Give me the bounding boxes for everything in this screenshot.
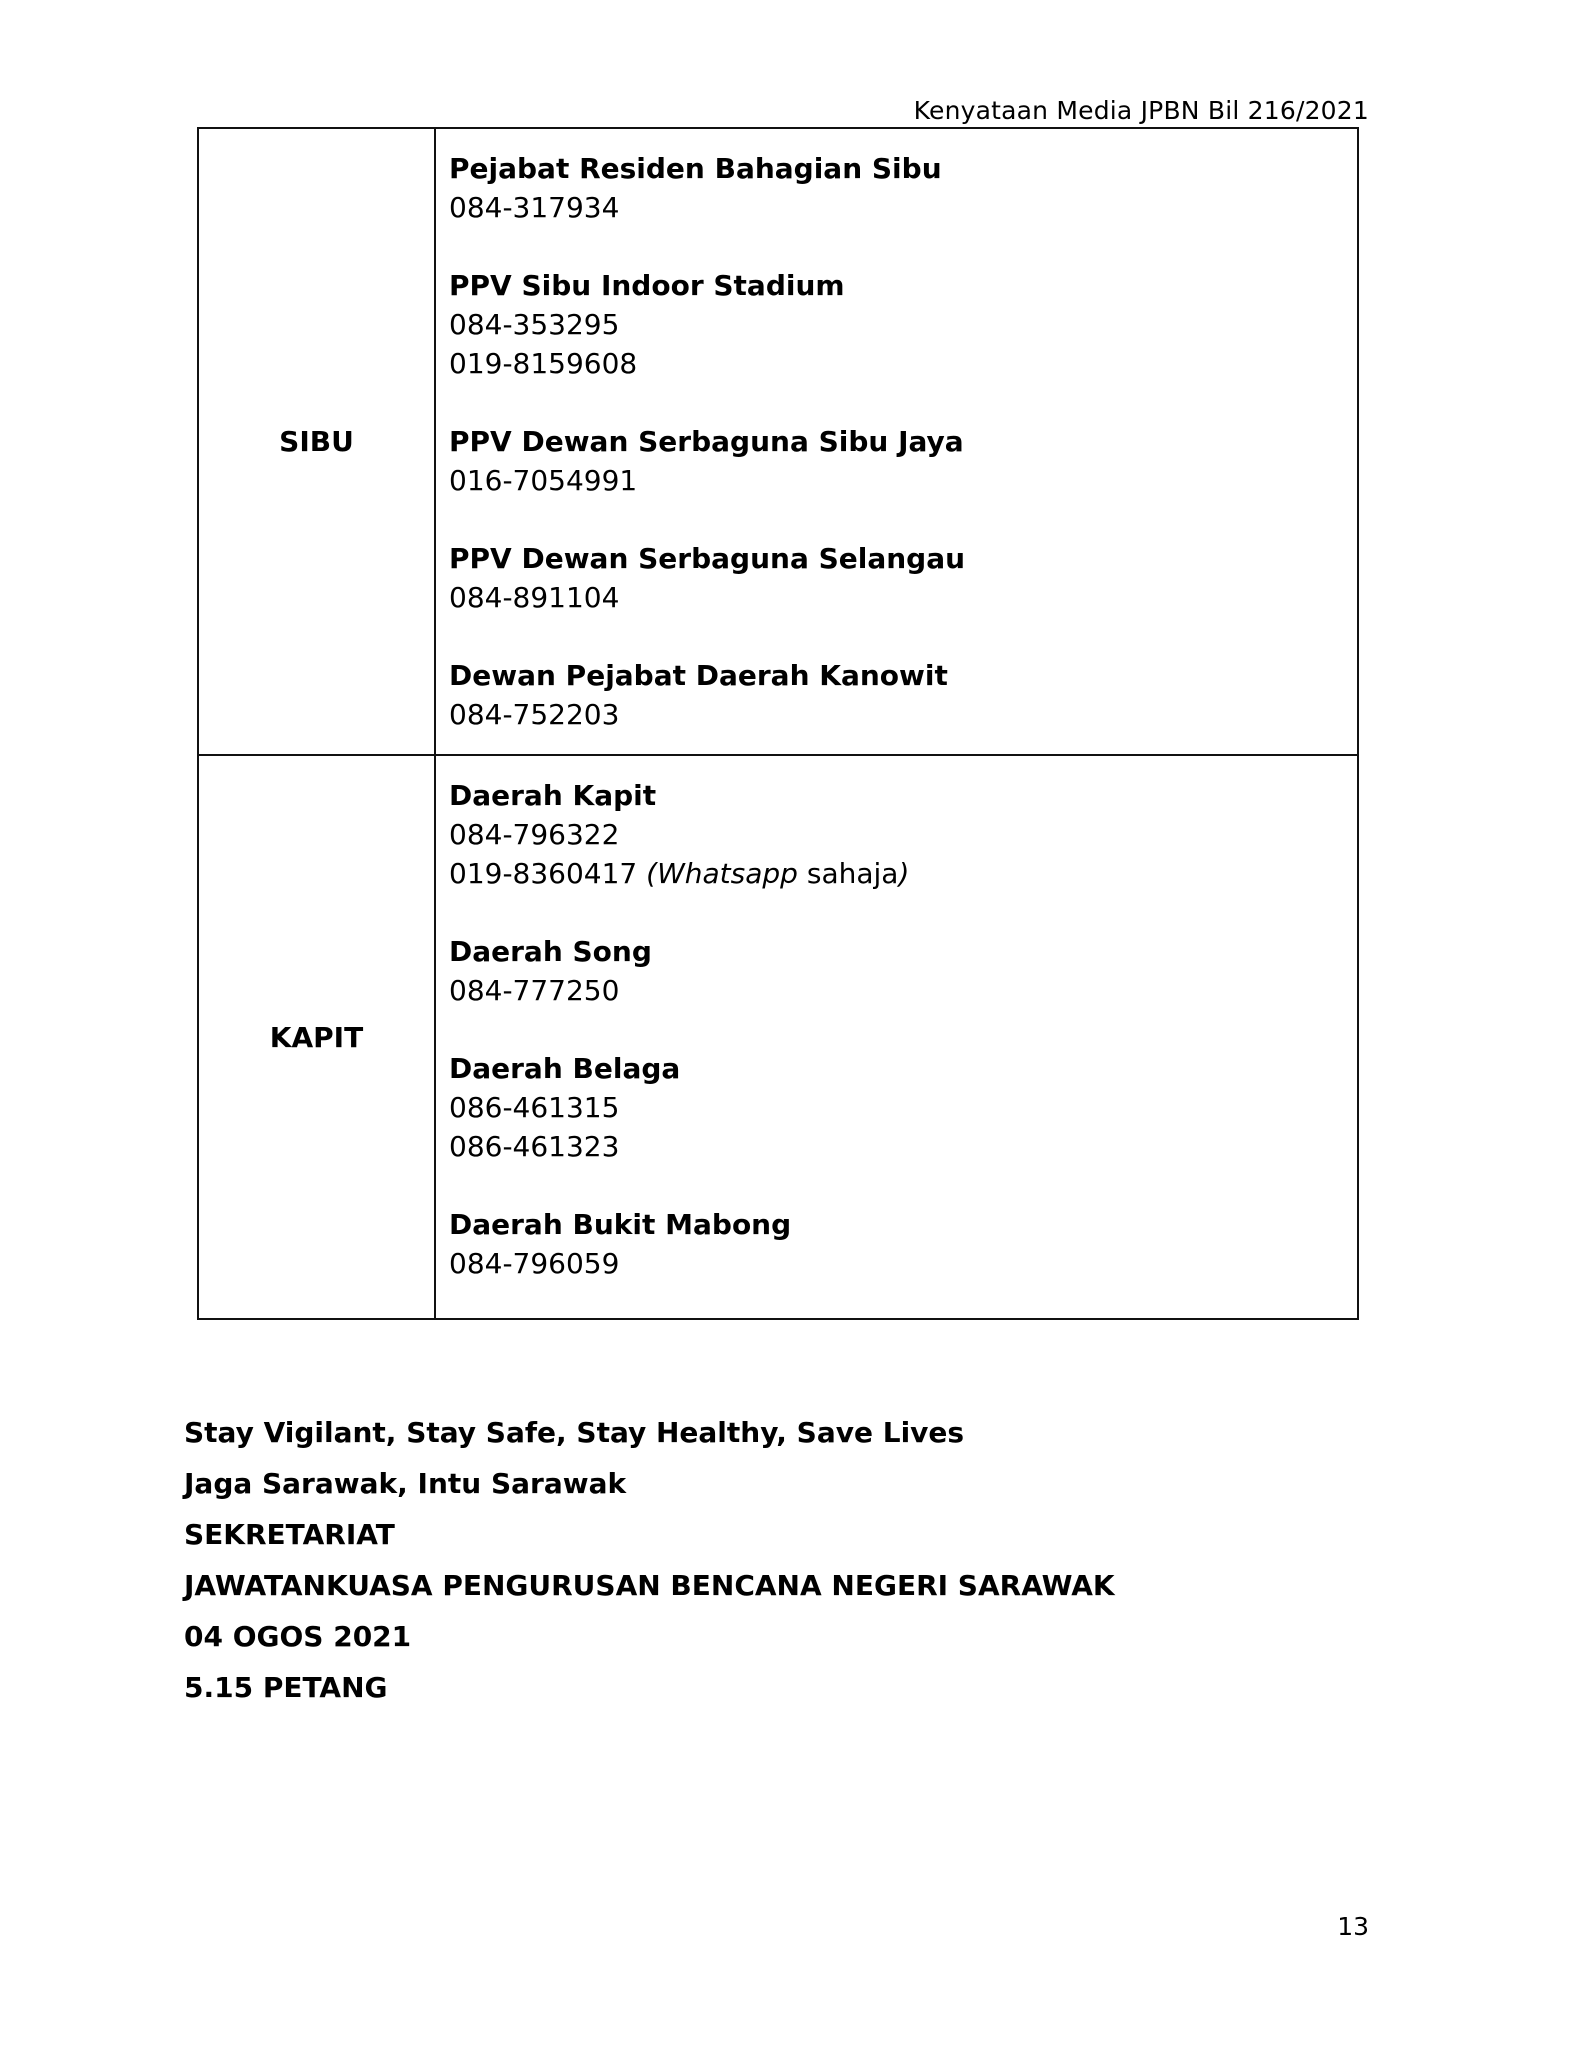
entry-title: Daerah Bukit Mabong [449,1208,792,1241]
entry-title: Daerah Kapit [449,779,657,812]
contact-entry [449,539,1357,617]
region-cell-sibu: SIBU [198,128,435,755]
phone-number: 084-796322 [449,818,620,851]
phone-number: 016-7054991 [449,464,638,497]
entry-title: Daerah Belaga [449,1052,681,1085]
contact-entry [449,656,1357,734]
region-cell-kapit: KAPIT [198,755,435,1319]
contact-entry [449,422,1357,500]
note-open-paren: ( [646,857,658,890]
entries-cell-sibu [435,128,1358,755]
entry-title: PPV Dewan Serbaguna Selangau [449,542,966,575]
slogan: Stay Vigilant, Stay Safe, Stay Healthy, Save Lives [184,1416,965,1449]
phone-number: 086-461323 [449,1130,620,1163]
page-number: 13 [1337,1912,1369,1941]
contact-table [197,127,1359,1320]
phone-number: 019-8360417 [449,857,638,890]
entry-title: Daerah Song [449,935,652,968]
whatsapp-line [449,854,1357,893]
contact-entry [449,149,1357,227]
phone-number: 084-317934 [449,191,620,224]
entry-title: Dewan Pejabat Daerah Kanowit [449,659,948,692]
tagline: Jaga Sarawak, Intu Sarawak [184,1467,627,1500]
phone-number: 084-796059 [449,1247,620,1280]
entry-title: PPV Dewan Serbaguna Sibu Jaya [449,425,964,458]
phone-number: 084-891104 [449,581,620,614]
closing-block [184,1407,1115,1713]
note-text: sahaja [797,857,899,890]
entries-cell-kapit [435,755,1358,1319]
contact-entry [449,932,1357,1010]
contact-entry [449,266,1357,383]
issue-date: 04 OGOS 2021 [184,1620,412,1653]
phone-number: 019-8159608 [449,347,638,380]
table-row-sibu [198,128,1358,755]
issue-time: 5.15 PETANG [184,1671,388,1704]
note-close-paren: ) [898,857,910,890]
contact-entry [449,776,1357,893]
secretariat-label: SEKRETARIAT [184,1518,395,1551]
whatsapp-label: Whatsapp [657,857,798,890]
phone-number: 084-777250 [449,974,620,1007]
table-row-kapit [198,755,1358,1319]
committee-name: JAWATANKUASA PENGURUSAN BENCANA NEGERI SARAWAK [184,1569,1115,1602]
entry-title: Pejabat Residen Bahagian Sibu [449,152,942,185]
contact-entry [449,1049,1357,1166]
entry-title: PPV Sibu Indoor Stadium [449,269,845,302]
phone-number: 084-353295 [449,308,620,341]
contact-entry [449,1205,1357,1283]
phone-number: 084-752203 [449,698,620,731]
document-reference: Kenyataan Media JPBN Bil 216/2021 [913,96,1369,125]
phone-number: 086-461315 [449,1091,620,1124]
